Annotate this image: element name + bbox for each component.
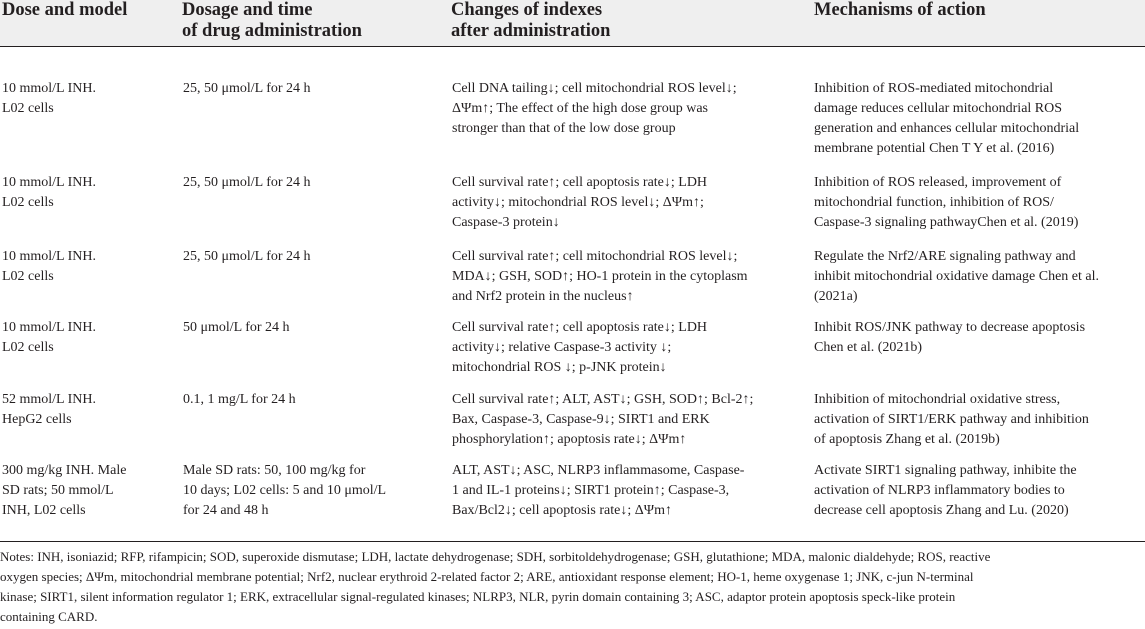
table-row [0,461,1145,527]
table-row [0,79,1145,164]
table-row [0,318,1145,384]
table-row [0,247,1145,313]
cell-model: 52 mmol/L INH. HepG2 cells [2,392,96,427]
cell-dosage: 0.1, 1 mg/L for 24 h [183,392,296,407]
cell-model: 300 mg/kg INH. Male SD rats; 50 mmol/L INH, L02 cells [2,463,127,518]
cell-mechanism: Inhibition of mitochondrial oxidative stress, activation of SIRT1/ERK pathway and inhibition of apoptosis Zhang et al. (2019b) [814,392,1089,447]
header-dose-model: Dose and model [2,0,128,20]
cell-changes: ALT, AST↓; ASC, NLRP3 inflammasome, Caspase- 1 and IL-1 proteins↓; SIRT1 protein↑; Caspase-3, Bax/Bcl2↓; cell apoptosis rate↓; ΔΨm↑ [452,463,745,518]
cell-mechanism: Activate SIRT1 signaling pathway, inhibite the activation of NLRP3 inflammatory bodies to decrease cell apoptosis Zhang and Lu. (2020) [814,463,1077,518]
cell-changes: Cell survival rate↑; cell apoptosis rate↓; LDH activity↓; mitochondrial ROS level↓; ΔΨm↑; Caspase-3 protein↓ [452,175,708,230]
header-mechanisms: Mechanisms of action [814,0,986,20]
cell-changes: Cell survival rate↑; cell mitochondrial ROS level↓; MDA↓; GSH, SOD↑; HO-1 protein in the cytoplasm and Nrf2 protein in the nucleus↑ [452,249,748,304]
cell-dosage: 50 μmol/L for 24 h [183,320,290,335]
table-bottom-rule [0,541,1145,542]
table-row [0,173,1145,239]
cell-mechanism: Inhibition of ROS-mediated mitochondrial damage reduces cellular mitochondrial ROS generation and enhances cellular mitochondrial membrane potential Chen T Y et al. (2016) [814,81,1080,156]
cell-dosage: 25, 50 μmol/L for 24 h [183,249,311,264]
cell-dosage: 25, 50 μmol/L for 24 h [183,81,311,96]
cell-model: 10 mmol/L INH. L02 cells [2,81,96,116]
table-row [0,390,1145,456]
cell-changes: Cell DNA tailing↓; cell mitochondrial ROS level↓; ΔΨm↑; The effect of the high dose group was stronger than that of the low dose group [452,81,737,136]
cell-mechanism: Inhibit ROS/JNK pathway to decrease apoptosis Chen et al. (2021b) [814,320,1086,355]
header-changes: Changes of indexes after administration [451,0,611,41]
cell-model: 10 mmol/L INH. L02 cells [2,249,96,284]
table-header [0,0,1145,47]
table-notes: Notes: INH, isoniazid; RFP, rifampicin; SOD, superoxide dismutase; LDH, lactate dehydrogenase; SDH, sorbitoldehydrogenase; GSH, glutathione; MDA, malonic dialdehyde; ROS, reactive oxygen species; ΔΨm, mitochondrial membrane potential; Nrf2, nuclear erythroid 2-related factor 2; ARE, antioxidant response element; HO-1, heme oxygenase 1; JNK, c-jun N-terminal kinase; SIRT1, silent information regulator 1; ERK, extracellular signal-regulated kinases; NLRP3, NLR, pyrin domain containing 3; ASC, adaptor protein apoptosis speck-like protein containing CARD. [0,549,991,624]
cell-model: 10 mmol/L INH. L02 cells [2,175,96,210]
cell-dosage: Male SD rats: 50, 100 mg/kg for 10 days; L02 cells: 5 and 10 μmol/L for 24 and 48 h [183,463,387,518]
cell-changes: Cell survival rate↑; cell apoptosis rate↓; LDH activity↓; relative Caspase-3 activity ↓; mitochondrial ROS ↓; p-JNK protein↓ [452,320,708,375]
cell-model: 10 mmol/L INH. L02 cells [2,320,96,355]
cell-mechanism: Inhibition of ROS released, improvement of mitochondrial function, inhibition of ROS/ Caspase-3 signaling pathwayChen et al. (2019) [814,175,1079,230]
cell-dosage: 25, 50 μmol/L for 24 h [183,175,311,190]
header-dosage-time: Dosage and time of drug administration [182,0,362,41]
cell-changes: Cell survival rate↑; ALT, AST↓; GSH, SOD↑; Bcl-2↑; Bax, Caspase-3, Caspase-9↓; SIRT1 and ERK phosphorylation↑; apoptosis rate↓; ΔΨm↑ [452,392,754,447]
cell-mechanism: Regulate the Nrf2/ARE signaling pathway and inhibit mitochondrial oxidative damage Chen et al. (2021a) [814,249,1099,304]
